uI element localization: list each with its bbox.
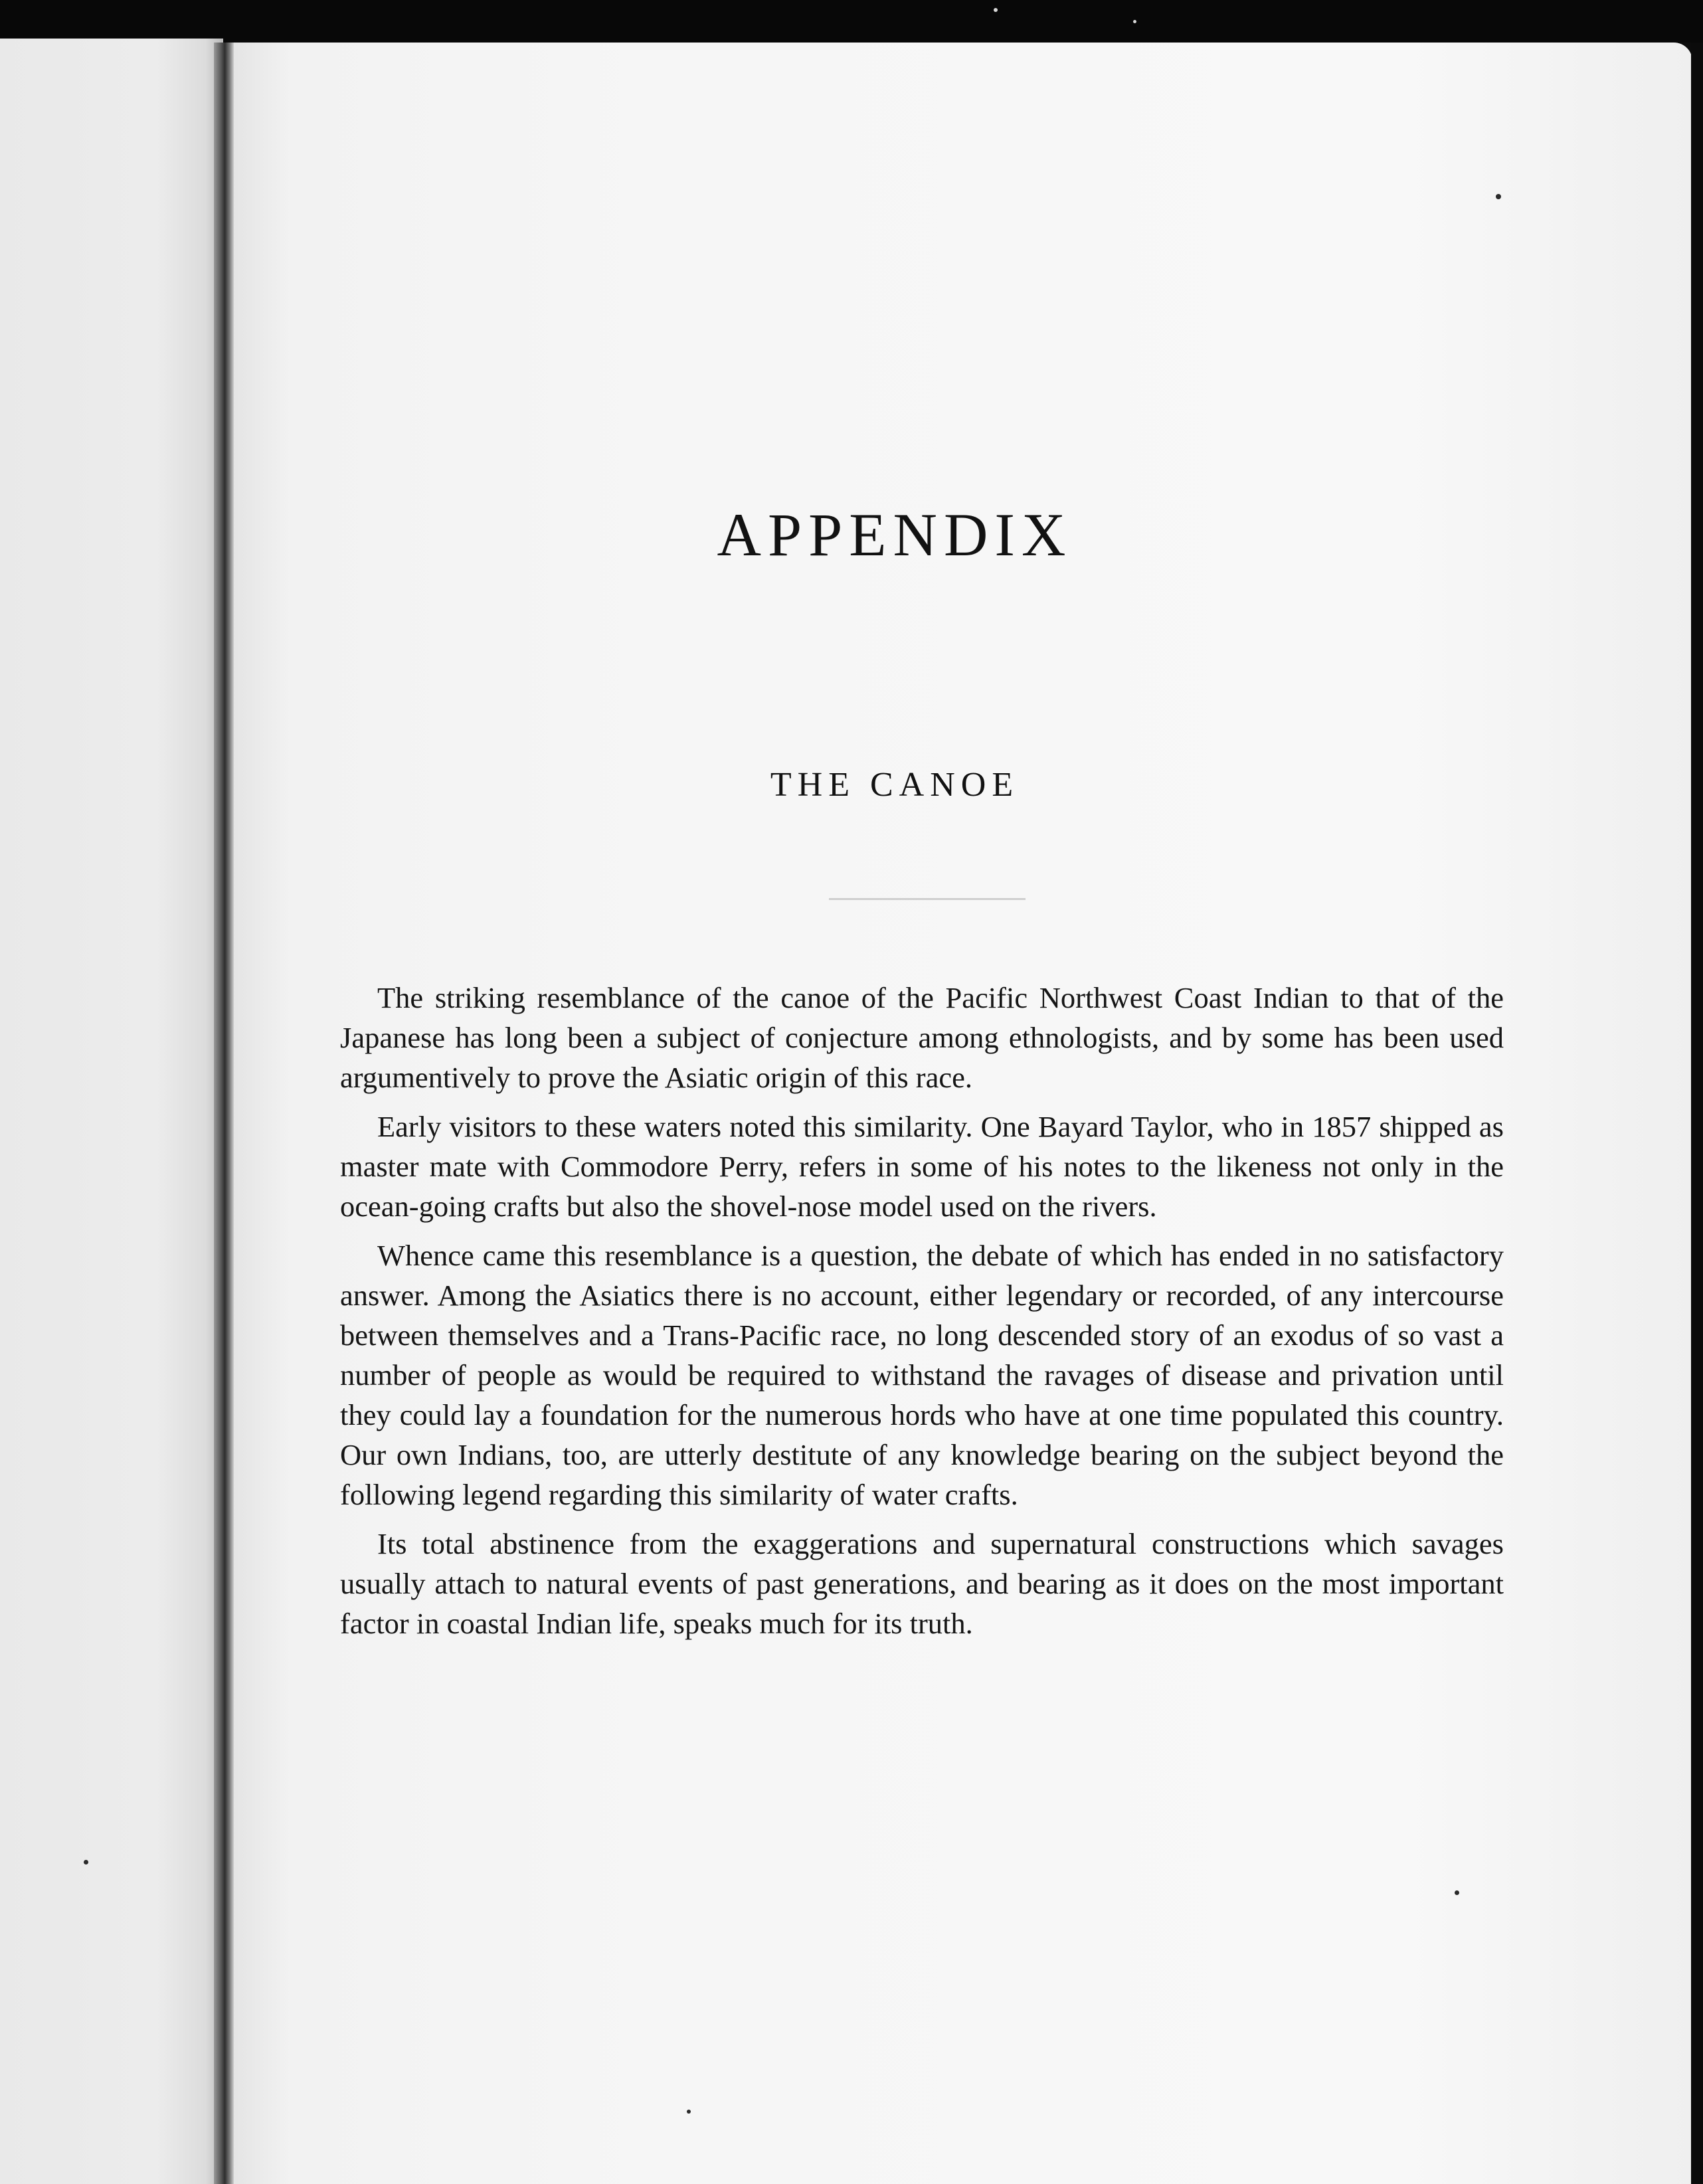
dust-speck (1455, 1890, 1459, 1895)
scan-border-right (1691, 43, 1703, 2184)
dust-speck (1133, 20, 1136, 23)
paragraph: Whence came this resemblance is a question, the debate of which has ended in no satisfactory answer. Among the Asiatics there is no account, either legendary or recorded, of any intercourse between themselves and a Trans-Pacific race, no long descended story of an exodus of so vast a number of people as would be required to withstand the ravages of disease and privation until they could lay a foundation for the numerous hords who have at one time populated this country. Our own Indians, too, are utterly destitute of any knowledge bearing on the subject beyond the following legend regarding this similarity of water crafts. (340, 1239, 1504, 1511)
paragraph: Its total abstinence from the exaggerations and supernatural constructions which savages usually attach to natural events of past generations, and bearing as it does on the most important factor in coastal Indian life, speaks much for its truth. (340, 1527, 1504, 1640)
title-divider (829, 898, 1026, 900)
section-title: THE CANOE (770, 766, 1020, 804)
paragraph: The striking resemblance of the canoe of the Pacific Northwest Coast Indian to that of the Japanese has long been a subject of conjecture among ethnologists, and by some has been used argumentively to prove the Asiatic origin of this race. (340, 981, 1504, 1094)
dust-speck (687, 2110, 691, 2114)
left-page-leaf (0, 39, 223, 2184)
dust-speck (994, 8, 998, 12)
book-gutter-shadow (214, 43, 234, 2184)
page-heading: APPENDIX (717, 501, 1073, 569)
dust-speck (1496, 194, 1501, 199)
body-text (340, 978, 1504, 1653)
paragraph: Early visitors to these waters noted this similarity. One Bayard Taylor, who in 1857 shipped as master mate with Commodore Perry, refers in some of his notes to the likeness not only in the ocean-going crafts but also the shovel-nose model used on the rivers. (340, 1110, 1504, 1223)
scan-border-top (0, 0, 1703, 43)
dust-speck (84, 1860, 88, 1865)
